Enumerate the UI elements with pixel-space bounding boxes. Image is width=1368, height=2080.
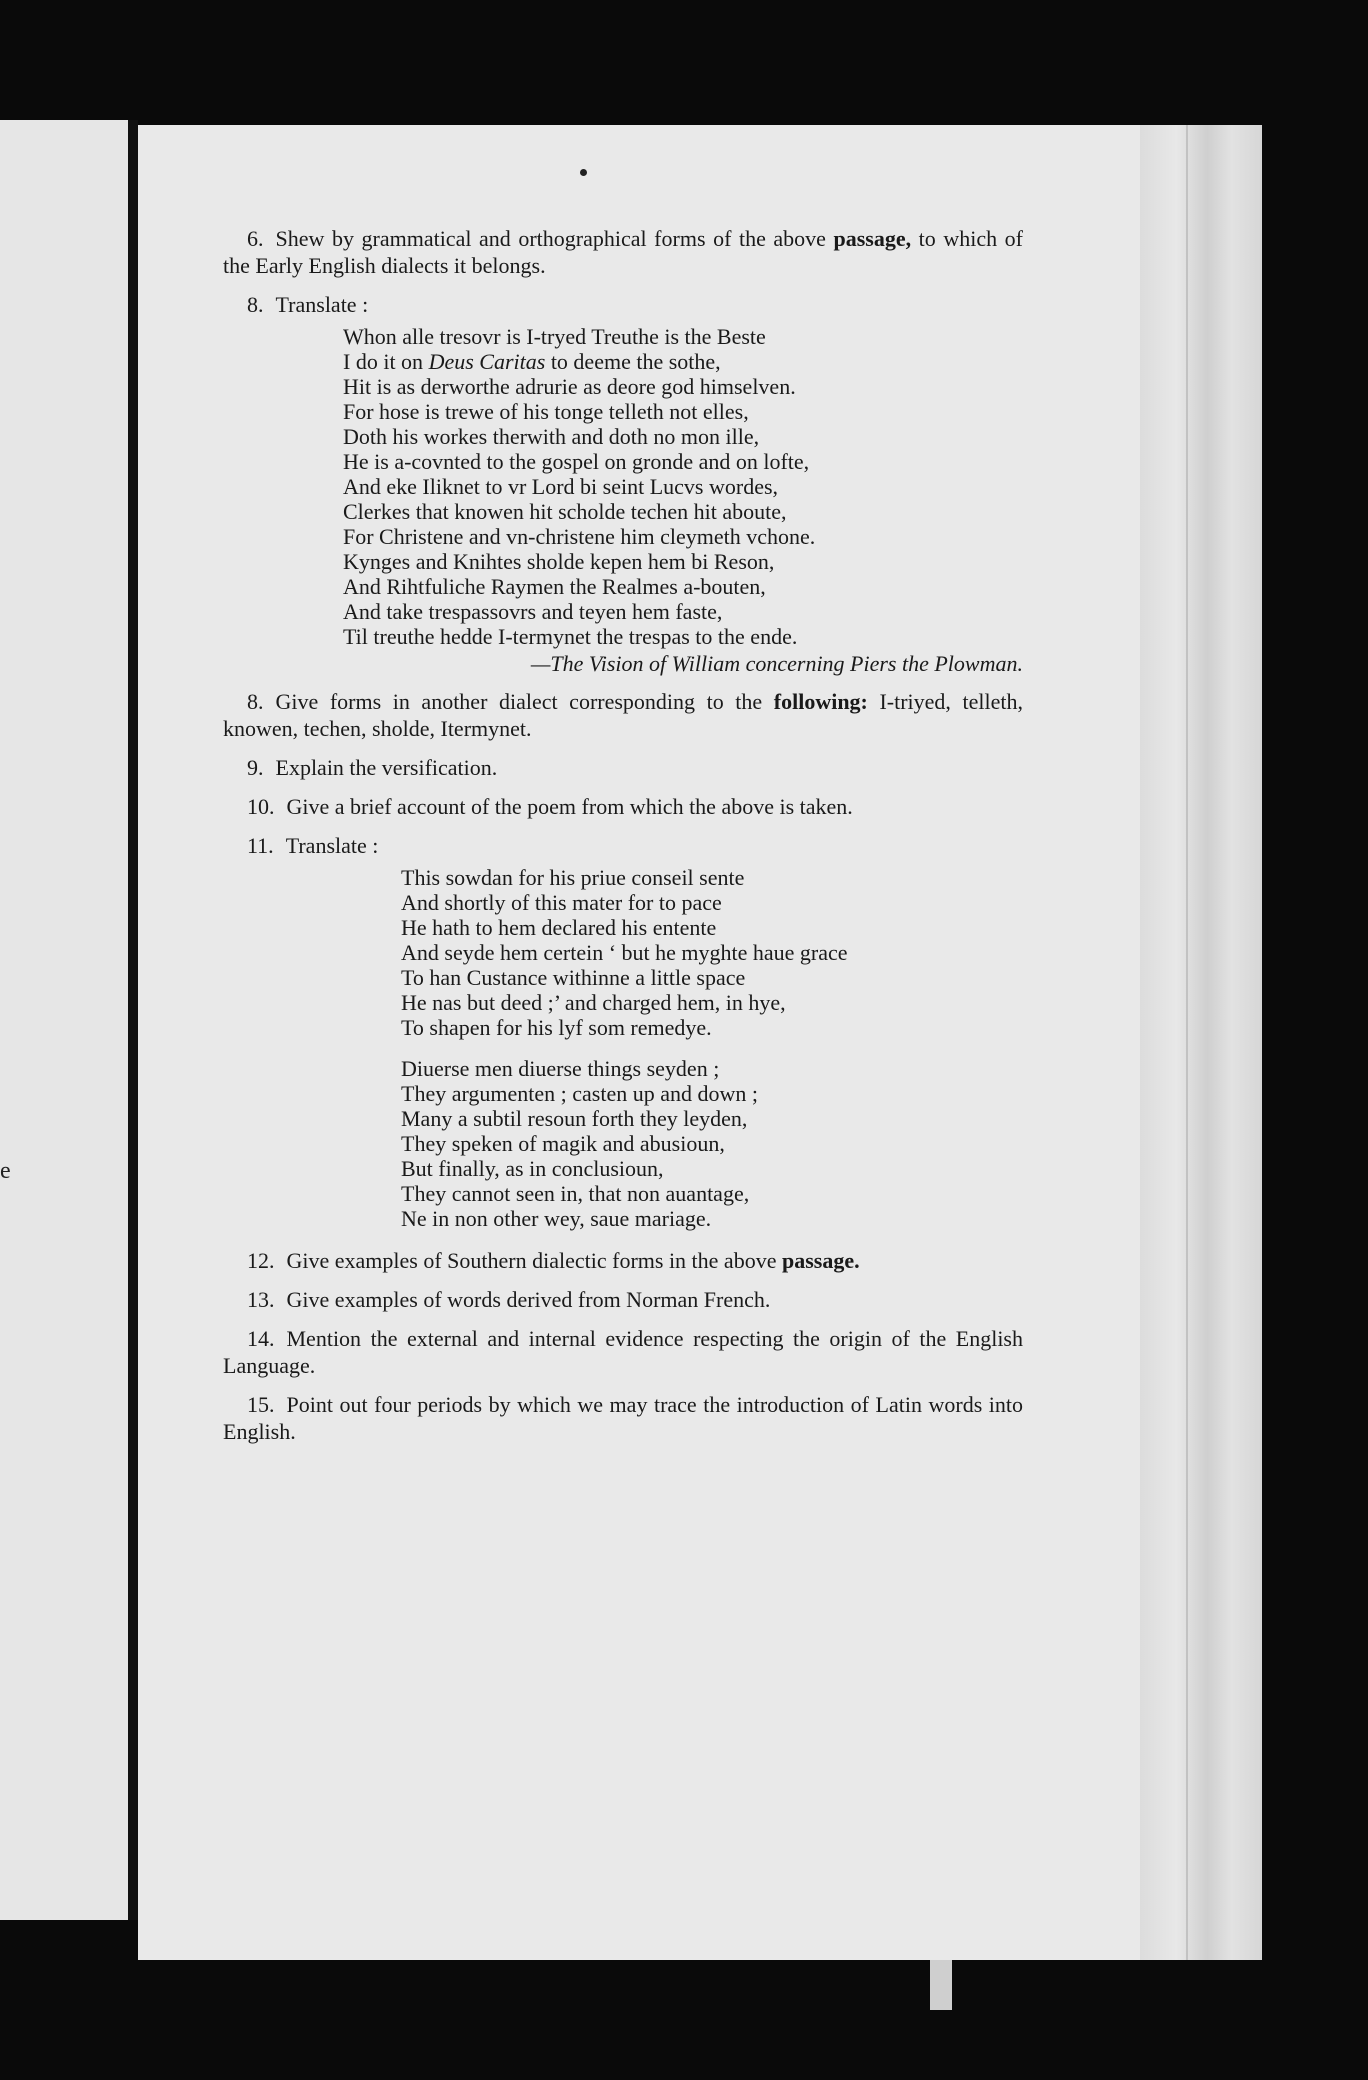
verse-line: They argumenten ; casten up and down ;	[401, 1081, 758, 1106]
verse-line: I do it on Deus Caritas to deeme the sothe,	[343, 349, 721, 374]
question-6: 6. Shew by grammatical and orthographical forms of the above passage, to which of the Early English dialects it belongs.	[223, 226, 1023, 278]
verse-line: To shapen for his lyf som remedye.	[401, 1015, 712, 1040]
page-stack-edge	[1140, 125, 1262, 1960]
question-9: 9. Explain the versification.	[247, 755, 498, 780]
verse-stanza	[401, 865, 1023, 1040]
verse-line: And shortly of this mater for to pace	[401, 890, 722, 915]
question-11: 11. Translate :	[247, 833, 379, 858]
book-gutter	[128, 120, 138, 1920]
verse-line: And seyde hem certein ‘ but he myghte haue grace	[401, 940, 848, 965]
verse-line: They speken of magik and abusioun,	[401, 1131, 725, 1156]
question-number: 9.	[247, 755, 264, 780]
question-14: 14. Mention the external and internal evidence respecting the origin of the English Language.	[223, 1326, 1023, 1378]
verse-attribution: —The Vision of William concerning Piers the Plowman.	[530, 651, 1023, 676]
verse-line: For Christene and vn-christene him cleymeth vchone.	[343, 524, 816, 549]
left-page	[0, 120, 128, 1920]
verse-piers-plowman	[223, 324, 1023, 676]
verse-line: Clerkes that knowen hit scholde techen hit aboute,	[343, 499, 787, 524]
verse-line: To han Custance withinne a little space	[401, 965, 746, 990]
question-number: 14.	[247, 1326, 275, 1351]
verse-line: And eke Iliknet to vr Lord bi seint Lucvs wordes,	[343, 474, 779, 499]
verse-line: This sowdan for his priue conseil sente	[401, 865, 745, 890]
verse-line: Whon alle tresovr is I-tryed Treuthe is the Beste	[343, 324, 766, 349]
question-15: 15. Point out four periods by which we may trace the introduction of Latin words into English.	[223, 1392, 1023, 1444]
question-number: 12.	[247, 1248, 275, 1273]
verse-line: For hose is trewe of his tonge telleth not elles,	[343, 399, 749, 424]
page-content	[223, 225, 1023, 1457]
binding-tab	[930, 1960, 952, 2010]
question-number: 8.	[247, 689, 264, 714]
verse-line: Doth his workes therwith and doth no mon ille,	[343, 424, 760, 449]
question-number: 11.	[247, 833, 274, 858]
question-number: 15.	[247, 1392, 275, 1417]
verse-stanza	[401, 1056, 1023, 1231]
verse-line: Ne in non other wey, saue mariage.	[401, 1206, 712, 1231]
verse-line: And Rihtfuliche Raymen the Realmes a-bouten,	[343, 574, 766, 599]
verse-line: They cannot seen in, that non auantage,	[401, 1181, 750, 1206]
verse-line: Til treuthe hedde I-termynet the trespas to the ende.	[343, 624, 798, 649]
verse-line: Diuerse men diuerse things seyden ;	[401, 1056, 720, 1081]
verse-line: He is a-covnted to the gospel on gronde and on lofte,	[343, 449, 810, 474]
question-8-translate: 8. Translate :	[247, 292, 369, 317]
question-12: 12. Give examples of Southern dialectic forms in the above passage.	[247, 1248, 860, 1273]
verse-line: He nas but deed ;’ and charged hem, in hye,	[401, 990, 786, 1015]
exam-page	[138, 125, 1260, 1960]
verse-man-of-law	[223, 865, 1023, 1231]
verse-line: Many a subtil resoun forth they leyden,	[401, 1106, 748, 1131]
verse-line: Kynges and Knihtes sholde kepen hem bi Reson,	[343, 549, 775, 574]
question-number: 10.	[247, 794, 275, 819]
question-number: 13.	[247, 1287, 275, 1312]
question-number: 6.	[247, 226, 264, 251]
question-10: 10. Give a brief account of the poem from which the above is taken.	[247, 794, 853, 819]
question-13: 13. Give examples of words derived from Norman French.	[247, 1287, 771, 1312]
verse-line: He hath to hem declared his entente	[401, 915, 717, 940]
left-page-edge-text: e	[0, 1158, 11, 1184]
verse-line: And take trespassovrs and teyen hem faste,	[343, 599, 723, 624]
verse-line: Hit is as derworthe adrurie as deore god himselven.	[343, 374, 796, 399]
verse-line: But finally, as in conclusioun,	[401, 1156, 664, 1181]
ink-dot	[580, 169, 587, 176]
question-number: 8.	[247, 292, 264, 317]
question-8-forms: 8. Give forms in another dialect corresponding to the following: I-triyed, telleth, knowen, techen, sholde, Itermynet.	[223, 689, 1023, 741]
